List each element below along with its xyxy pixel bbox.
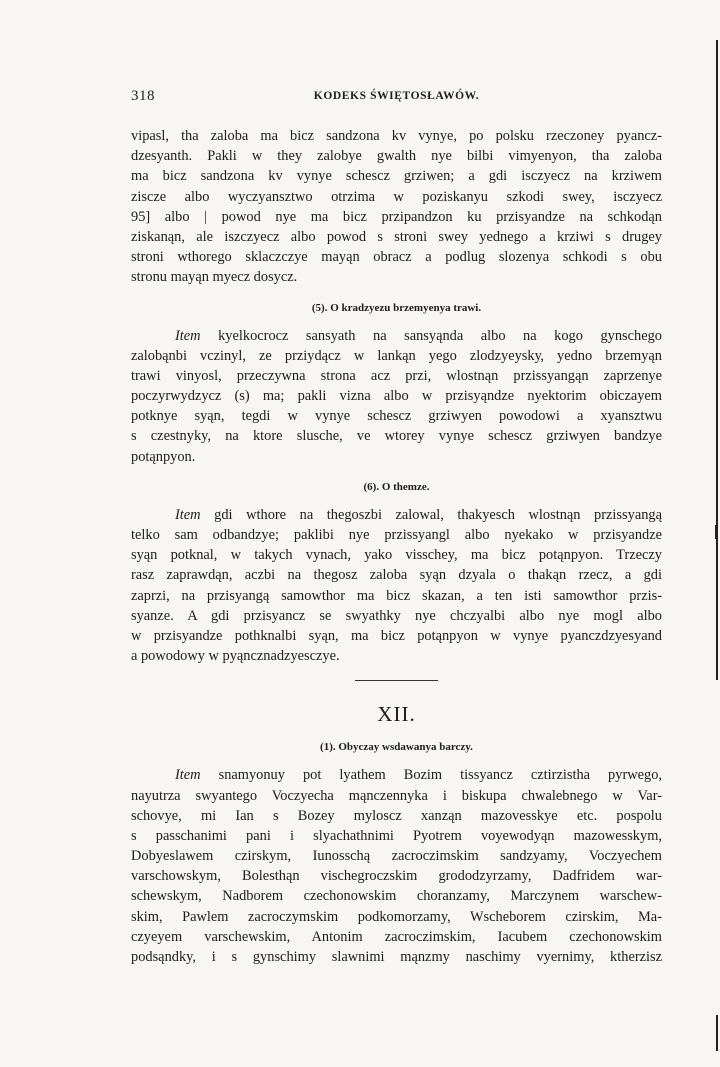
- text-span: kyelkocrocz sansyath na sansyąnda albo na kogo gynschego: [200, 327, 662, 344]
- text-line: zalobąnbi vczinyl, ze prziydącz w lankąn yego zlodzyeyskу, yedno brzemyąn: [131, 347, 662, 364]
- page-body: [131, 126, 662, 967]
- text-span: gdi wthore na thegoszbi zalowal, thakyesch wlostnąn przissyangą: [200, 506, 662, 523]
- text-line: 95] albo | powod nye ma bicz przipandzon ku przisyandze na schkodąn: [131, 208, 662, 225]
- chapter-heading: XII.: [377, 702, 416, 727]
- text-line: czyeyem varschewskim, Antonim zacroczimskim, Iacubem czechonowskim: [131, 928, 662, 945]
- text-line: zaprzi, na przisyangą samowthor ma bicz skazan, a ten isti samowthor przis-: [131, 587, 662, 604]
- text-line: w przisyandze pothknalbi syąn, ma bicz potąnpyon w vynye pyanczdzyesyand: [131, 627, 662, 644]
- running-title: KODEKS ŚWIĘTOSŁAWÓW.: [313, 90, 480, 102]
- section-heading-1: (1). Obyczay wsdawanya barczy.: [320, 741, 473, 754]
- paragraph-1: [131, 126, 662, 288]
- text-line: skim, Pawlem zacroczymskim podkomorzamy, Wscheborem czirskim, Ma-: [131, 908, 662, 925]
- text-line: vipasl, tha zaloba ma bicz sandzona kv vynye, po polsku rzeczoney pyancz-: [131, 128, 662, 144]
- page-header: [131, 88, 662, 108]
- section-divider: [355, 680, 438, 681]
- text-line: Dobyeslawem czirskym, Iunosschą zacroczimskim sandzyamy, Voczyechem: [131, 848, 662, 865]
- text-line: schewskym, Nadborem czechonowskim choranzamy, Marczynem warschew-: [131, 888, 662, 905]
- item-word: Item: [175, 506, 201, 523]
- text-line: [131, 505, 662, 525]
- text-line: schovye, mi Ian s Bozey myloscz xanząn mazovesskye etc. pospolu: [131, 807, 662, 824]
- paragraph-3: [131, 505, 662, 667]
- text-line: nayutrza swyantego Voczyecha mąnczennyka i biskupa chwalebnego w Var-: [131, 787, 662, 804]
- text-line: telko sam odbandzye; paklibi nye przissyangl albo nyekako w przisyandze: [131, 527, 662, 543]
- text-line: trawi vinyosl, przeczywna strona acz przi, wlostnąn przissyangąn zaprzenye: [131, 367, 662, 384]
- text-line: potąnpyon.: [131, 448, 196, 465]
- item-word: Item: [175, 767, 201, 784]
- text-line: poczyrwydzycz (s) ma; pakli vizna albo w przisyąndze nyektorim obiczayem: [131, 388, 662, 405]
- paragraph-2: [131, 326, 662, 467]
- text-line: dzesyanth. Pakli w they zalobye gwalth nye bilbi vimyenyon, tha zaloba: [131, 148, 662, 165]
- scan-edge-line: [716, 40, 718, 680]
- text-line: [131, 765, 662, 785]
- page-number: 318: [131, 88, 155, 104]
- item-word: Item: [175, 327, 201, 344]
- scan-edge-line-lower: [716, 1015, 718, 1051]
- text-line: syanze. A gdi przisyancz se swyathky nye chczyalbi albo nye mogl albo: [131, 607, 662, 624]
- text-line: ma bicz sandzona kv vynye schescz grziwen; a gdi isczyecz na krziwem: [131, 168, 662, 185]
- text-line: podsąndky, i s gynschimy slawnimi mąnzmy naschimy vyernimy, ktherzisz: [131, 949, 662, 965]
- text-line: syąn potknal, w takych vynach, yako visschey, ma bicz potąnpyon. Trzeczy: [131, 547, 662, 564]
- text-line: potknye syąn, tegdi w vynye schescz grziwyen powodowi a xyansztwu: [131, 408, 662, 425]
- text-line: ziscze albo wyczyansztwo otrzima w poziskanyu szkodi swey, isczyecz: [131, 188, 662, 205]
- text-line: ziskanąn, ale iszczyecz albo powod s stroni swey yednego a krziwi s drugey: [131, 228, 662, 245]
- text-line: s passchanimi pani i slyachathnimi Pyotrem voyewodyąn mazowesskym,: [131, 827, 662, 844]
- text-line: varschowskym, Bolesthąn vischegroczskim grododzyrzamy, Dadfridem war-: [131, 868, 662, 885]
- text-line: [131, 326, 662, 346]
- section-heading-5: (5). O kradzyezu brzemyenya trawi.: [311, 301, 482, 314]
- scan-edge-mark: [715, 525, 718, 539]
- text-line: a powodowy w pyąncznadzyesczye.: [131, 648, 340, 665]
- text-line: rasz zaprawdąn, aczbi na thegosz zaloba syąn dzyala o thakąn rzecz, a gdi: [131, 567, 662, 584]
- paragraph-4: [131, 765, 662, 967]
- text-line: s czestnyky, na ktore slusche, ve wtorey vynye schescz grziwyen bandzye: [131, 428, 662, 445]
- text-line: stronu mayąn myecz dosycz.: [131, 269, 298, 286]
- text-span: snamyonuy pot lyathem Bozim tissyancz cztirzistha pyrwego,: [200, 767, 662, 784]
- text-line: stroni wthorego sklaczczye mayąn obracz a podlug slozenya schkodi s obu: [131, 249, 662, 266]
- section-heading-6: (6). O themze.: [363, 480, 430, 493]
